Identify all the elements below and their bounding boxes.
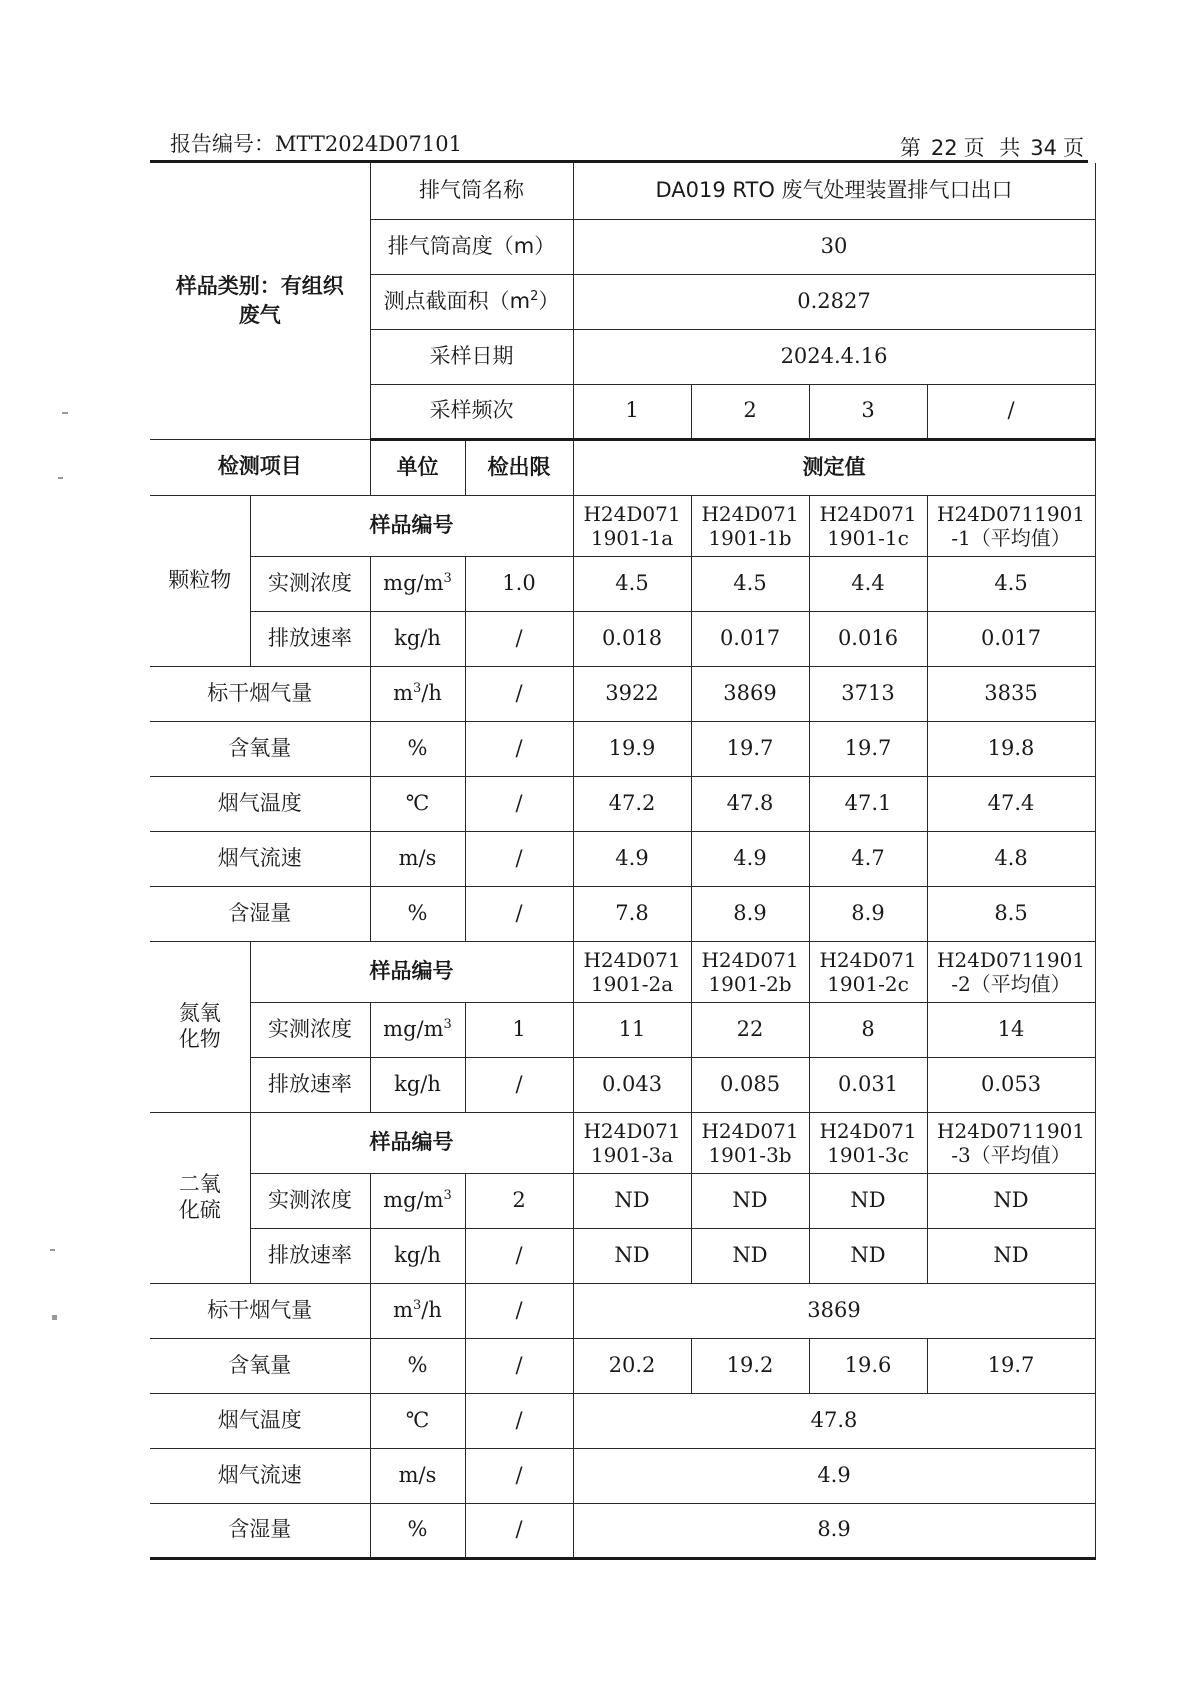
- gas-oxygen-unit: %: [370, 1338, 465, 1393]
- pm-flow-unit-h: /h: [421, 680, 442, 705]
- nox-rate-1: 0.043: [573, 1057, 691, 1112]
- col-unit: 单位: [370, 439, 465, 495]
- nox-label-text: 氮氧化物: [178, 1001, 221, 1051]
- pm-flow-unit-sup: 3: [413, 680, 422, 696]
- pm-oxygen-1: 19.9: [573, 721, 691, 776]
- pm-moisture-label: 含湿量: [150, 886, 370, 941]
- pm-oxygen-limit: /: [465, 721, 573, 776]
- pm-velocity-1: 4.9: [573, 831, 691, 886]
- pm-sample-id-3: H24D071 1901-1c: [809, 495, 927, 556]
- pm-conc-avg: 4.5: [927, 556, 1095, 611]
- gas-moisture-label: 含湿量: [150, 1503, 370, 1558]
- pm-sample-id-avg: H24D0711901 -1（平均值）: [927, 495, 1095, 556]
- pm-rate-1: 0.018: [573, 611, 691, 666]
- pm-moisture-2: 8.9: [691, 886, 809, 941]
- gas-moisture-value: 8.9: [573, 1503, 1095, 1558]
- scan-speck: [62, 412, 68, 414]
- so2-rate-avg: ND: [927, 1228, 1095, 1283]
- pm-temp-3: 47.1: [809, 776, 927, 831]
- nox-detection-limit: 1: [465, 1002, 573, 1057]
- pm-rate-limit: /: [465, 611, 573, 666]
- pm-sample-id-1: H24D071 1901-1a: [573, 495, 691, 556]
- so2-sample-id-3: H24D071 1901-3c: [809, 1112, 927, 1173]
- report-header: [170, 128, 1088, 158]
- nox-conc-1: 11: [573, 1002, 691, 1057]
- gas-flow-value: 3869: [573, 1283, 1095, 1338]
- page-mid: 页 共: [963, 136, 1025, 160]
- sample-category: [150, 163, 370, 439]
- scan-speck: [52, 1315, 57, 1320]
- date-label: 采样日期: [370, 329, 573, 384]
- pm-rate-row: [150, 611, 1095, 666]
- sample-category-text: 样品类别：有组织废气: [175, 274, 344, 327]
- pm-velocity-unit: m/s: [370, 831, 465, 886]
- scan-speck: [58, 477, 63, 479]
- pm-sample-no-label: 样品编号: [250, 495, 573, 556]
- nox-label: [150, 941, 250, 1112]
- pm-oxygen-unit: %: [370, 721, 465, 776]
- so2-rate-row: [150, 1228, 1095, 1283]
- so2-conc-label: 实测浓度: [250, 1173, 370, 1228]
- emission-test-table: [150, 163, 1096, 1560]
- area-label-text: 测点截面积（m: [383, 288, 531, 313]
- pm-flow-1: 3922: [573, 666, 691, 721]
- gas-oxygen-3: 19.6: [809, 1338, 927, 1393]
- pm-temp-limit: /: [465, 776, 573, 831]
- pm-flow-row: [150, 666, 1095, 721]
- nox-sample-id-2: H24D071 1901-2b: [691, 941, 809, 1002]
- pm-moisture-row: [150, 886, 1095, 941]
- nox-conc-row: [150, 1002, 1095, 1057]
- nox-sample-id-avg: H24D0711901 -2（平均值）: [927, 941, 1095, 1002]
- so2-rate-2: ND: [691, 1228, 809, 1283]
- gas-oxygen-label: 含氧量: [150, 1338, 370, 1393]
- page-total: 34: [1030, 136, 1057, 160]
- so2-sample-no-label: 样品编号: [250, 1112, 573, 1173]
- page-current: 22: [930, 136, 958, 160]
- nox-conc-label: 实测浓度: [250, 1002, 370, 1057]
- so2-conc-unit-sup: 3: [443, 1187, 452, 1203]
- pm-temp-1: 47.2: [573, 776, 691, 831]
- stack-height-label: 排气筒高度（m）: [370, 219, 573, 274]
- stack-name-label: 排气筒名称: [370, 163, 573, 219]
- nox-rate-avg: 0.053: [927, 1057, 1095, 1112]
- gas-temp-unit: ℃: [370, 1393, 465, 1448]
- pm-rate-unit: kg/h: [370, 611, 465, 666]
- gas-flow-unit-h: /h: [421, 1297, 442, 1322]
- so2-rate-unit: kg/h: [370, 1228, 465, 1283]
- nox-sample-id-1: H24D071 1901-2a: [573, 941, 691, 1002]
- page-suffix: 页: [1063, 136, 1088, 160]
- frequency-label: 采样频次: [370, 384, 573, 439]
- pm-moisture-unit: %: [370, 886, 465, 941]
- pm-sample-id-2: H24D071 1901-1b: [691, 495, 809, 556]
- nox-conc-unit-text: mg/m: [383, 1016, 444, 1041]
- report-number-line: [170, 128, 462, 158]
- report-number-label: 报告编号：: [170, 132, 275, 156]
- pm-oxygen-label: 含氧量: [150, 721, 370, 776]
- pm-velocity-3: 4.7: [809, 831, 927, 886]
- so2-conc-row: [150, 1173, 1095, 1228]
- nox-sample-no-label: 样品编号: [250, 941, 573, 1002]
- page-indicator: [900, 132, 1088, 162]
- area-label: [370, 274, 573, 329]
- so2-detection-limit: 2: [465, 1173, 573, 1228]
- gas-temp-limit: /: [465, 1393, 573, 1448]
- gas-oxygen-avg: 19.7: [927, 1338, 1095, 1393]
- nox-conc-unit-sup: 3: [443, 1016, 452, 1032]
- so2-sample-row: [150, 1112, 1095, 1173]
- so2-sample-id-2: H24D071 1901-3b: [691, 1112, 809, 1173]
- nox-conc-avg: 14: [927, 1002, 1095, 1057]
- so2-conc-unit: [370, 1173, 465, 1228]
- pm-detection-limit: 1.0: [465, 556, 573, 611]
- so2-rate-1: ND: [573, 1228, 691, 1283]
- pm-oxygen-3: 19.7: [809, 721, 927, 776]
- so2-label-text: 二氧化硫: [178, 1172, 221, 1222]
- gas-flow-limit: /: [465, 1283, 573, 1338]
- gas-velocity-label: 烟气流速: [150, 1448, 370, 1503]
- pm-moisture-limit: /: [465, 886, 573, 941]
- pm-rate-3: 0.016: [809, 611, 927, 666]
- nox-conc-3: 8: [809, 1002, 927, 1057]
- nox-rate-row: [150, 1057, 1095, 1112]
- col-limit: 检出限: [465, 439, 573, 495]
- gas-flow-row: [150, 1283, 1095, 1338]
- gas-velocity-value: 4.9: [573, 1448, 1095, 1503]
- pm-flow-2: 3869: [691, 666, 809, 721]
- pm-moisture-1: 7.8: [573, 886, 691, 941]
- pm-velocity-limit: /: [465, 831, 573, 886]
- pm-velocity-row: [150, 831, 1095, 886]
- nox-sample-row: [150, 941, 1095, 1002]
- gas-flow-label: 标干烟气量: [150, 1283, 370, 1338]
- pm-conc-1: 4.5: [573, 556, 691, 611]
- so2-label: [150, 1112, 250, 1283]
- gas-moisture-unit: %: [370, 1503, 465, 1558]
- report-number: MTT2024D07101: [275, 132, 462, 156]
- gas-velocity-unit: m/s: [370, 1448, 465, 1503]
- pm-velocity-2: 4.9: [691, 831, 809, 886]
- so2-sample-id-1: H24D071 1901-3a: [573, 1112, 691, 1173]
- so2-conc-3: ND: [809, 1173, 927, 1228]
- gas-moisture-limit: /: [465, 1503, 573, 1558]
- area-value: 0.2827: [573, 274, 1095, 329]
- info-row-stack-name: [150, 163, 1095, 219]
- so2-conc-avg: ND: [927, 1173, 1095, 1228]
- frequency-1: 1: [573, 384, 691, 439]
- frequency-2: 2: [691, 384, 809, 439]
- gas-oxygen-row: [150, 1338, 1095, 1393]
- gas-oxygen-1: 20.2: [573, 1338, 691, 1393]
- pm-flow-unit-m: m: [393, 680, 414, 705]
- nox-rate-2: 0.085: [691, 1057, 809, 1112]
- pm-conc-unit: [370, 556, 465, 611]
- pm-conc-3: 4.4: [809, 556, 927, 611]
- column-header-row: [150, 439, 1095, 495]
- nox-rate-3: 0.031: [809, 1057, 927, 1112]
- nox-rate-label: 排放速率: [250, 1057, 370, 1112]
- so2-sample-id-avg: H24D0711901 -3（平均值）: [927, 1112, 1095, 1173]
- nox-conc-2: 22: [691, 1002, 809, 1057]
- stack-height: 30: [573, 219, 1095, 274]
- pm-velocity-label: 烟气流速: [150, 831, 370, 886]
- gas-temp-value: 47.8: [573, 1393, 1095, 1448]
- gas-flow-unit: [370, 1283, 465, 1338]
- pm-sample-row: [150, 495, 1095, 556]
- pm-label: 颗粒物: [150, 495, 250, 666]
- pm-rate-label: 排放速率: [250, 611, 370, 666]
- gas-flow-unit-m: m: [393, 1297, 414, 1322]
- pm-flow-unit: [370, 666, 465, 721]
- so2-conc-1: ND: [573, 1173, 691, 1228]
- area-label-sup: 2: [530, 288, 539, 304]
- so2-rate-label: 排放速率: [250, 1228, 370, 1283]
- pm-moisture-3: 8.9: [809, 886, 927, 941]
- pm-temp-avg: 47.4: [927, 776, 1095, 831]
- pm-flow-avg: 3835: [927, 666, 1095, 721]
- gas-velocity-limit: /: [465, 1448, 573, 1503]
- so2-rate-3: ND: [809, 1228, 927, 1283]
- pm-oxygen-row: [150, 721, 1095, 776]
- so2-conc-unit-text: mg/m: [383, 1187, 444, 1212]
- gas-oxygen-2: 19.2: [691, 1338, 809, 1393]
- frequency-3: 3: [809, 384, 927, 439]
- nox-rate-limit: /: [465, 1057, 573, 1112]
- col-value: 测定值: [573, 439, 1095, 495]
- gas-oxygen-limit: /: [465, 1338, 573, 1393]
- pm-flow-3: 3713: [809, 666, 927, 721]
- nox-rate-unit: kg/h: [370, 1057, 465, 1112]
- pm-temp-row: [150, 776, 1095, 831]
- scan-speck: [50, 1249, 55, 1251]
- so2-rate-limit: /: [465, 1228, 573, 1283]
- pm-temp-unit: ℃: [370, 776, 465, 831]
- pm-oxygen-2: 19.7: [691, 721, 809, 776]
- so2-conc-2: ND: [691, 1173, 809, 1228]
- pm-conc-row: [150, 556, 1095, 611]
- pm-conc-unit-sup: 3: [443, 570, 452, 586]
- pm-temp-label: 烟气温度: [150, 776, 370, 831]
- pm-velocity-avg: 4.8: [927, 831, 1095, 886]
- pm-temp-2: 47.8: [691, 776, 809, 831]
- sampling-date: 2024.4.16: [573, 329, 1095, 384]
- gas-temp-row: [150, 1393, 1095, 1448]
- area-label-end: ）: [538, 288, 560, 313]
- pm-flow-limit: /: [465, 666, 573, 721]
- gas-temp-label: 烟气温度: [150, 1393, 370, 1448]
- pm-moisture-avg: 8.5: [927, 886, 1095, 941]
- gas-moisture-row: [150, 1503, 1095, 1558]
- pm-conc-2: 4.5: [691, 556, 809, 611]
- pm-conc-label: 实测浓度: [250, 556, 370, 611]
- nox-conc-unit: [370, 1002, 465, 1057]
- frequency-4: /: [927, 384, 1095, 439]
- pm-conc-unit-text: mg/m: [383, 570, 444, 595]
- pm-flow-label: 标干烟气量: [150, 666, 370, 721]
- pm-rate-avg: 0.017: [927, 611, 1095, 666]
- gas-flow-unit-sup: 3: [413, 1297, 422, 1313]
- col-item: 检测项目: [150, 439, 370, 495]
- gas-velocity-row: [150, 1448, 1095, 1503]
- page-prefix: 第: [899, 136, 925, 160]
- pm-oxygen-avg: 19.8: [927, 721, 1095, 776]
- pm-rate-2: 0.017: [691, 611, 809, 666]
- nox-sample-id-3: H24D071 1901-2c: [809, 941, 927, 1002]
- stack-name: DA019 RTO 废气处理装置排气口出口: [573, 163, 1095, 219]
